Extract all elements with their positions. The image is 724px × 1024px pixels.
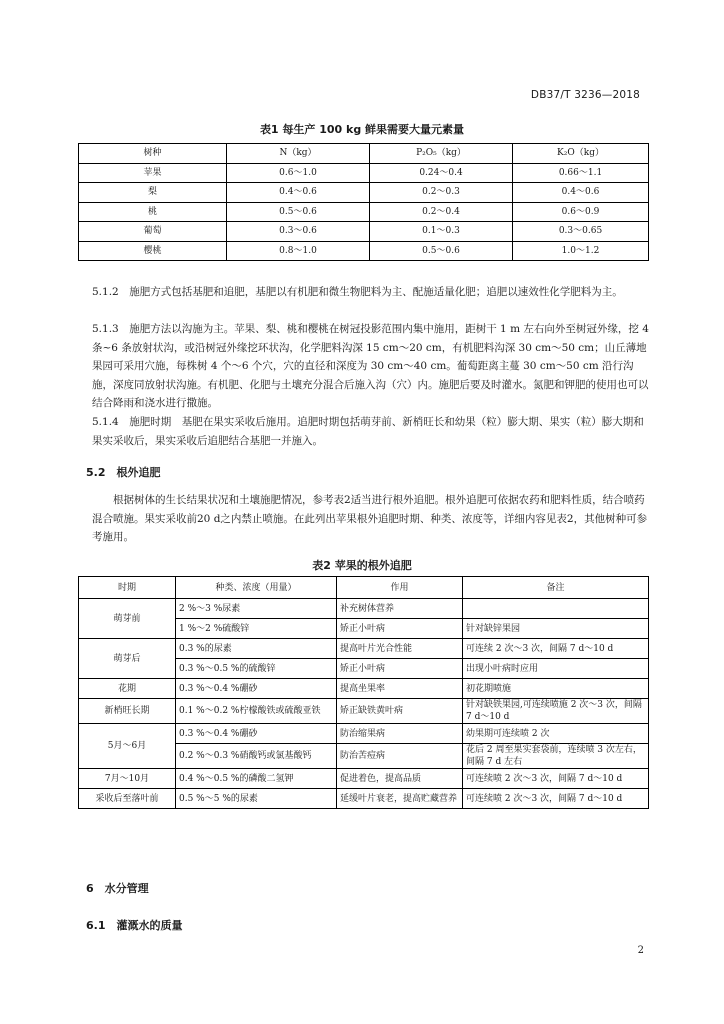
period-cell: 新梢旺长期 [79,699,176,724]
table-cell: 樱桃 [79,241,227,261]
paragraph-5-1-4: 5.1.4 施肥时期 基肥在果实采收后施用。追肥时期包括萌芽前、新梢旺长和幼果（粒）膨大期、果实（粒）膨大期和果实采收后，果实采收后追肥结合基肥一并施入。 [92,416,644,447]
table-cell: 0.2～0.4 [370,202,513,222]
table2-header-cell: 作用 [337,577,463,599]
period-cell: 7月～10月 [79,769,176,789]
table-cell: 桃 [79,202,227,222]
effect-cell: 防治缩果病 [337,724,463,744]
table-cell: 苹果 [79,163,227,183]
period-cell: 花期 [79,679,176,699]
table-row [79,724,649,744]
table-cell: 梨 [79,183,227,203]
table-cell: 0.6～1.0 [227,163,370,183]
section-6-1-heading: 6.1 灌溉水的质量 [86,919,183,932]
table-cell: 0.4～0.6 [227,183,370,203]
effect-cell: 延缓叶片衰老，提高贮藏营养 [337,789,463,809]
table-cell: 0.4～0.6 [513,183,649,203]
period-cell: 采收后至落叶前 [79,789,176,809]
table1-caption: 表1 每生产 100 kg 鲜果需要大量元素量 [259,123,465,136]
type-concentration-cell: 0.3 %～0.5 %的硫酸锌 [176,659,337,679]
table-cell: 0.8～1.0 [227,241,370,261]
effect-cell: 补充树体营养 [337,599,463,619]
remark-cell: 出现小叶病时应用 [463,659,649,679]
table1-header-cell: P₂O₅（kg） [370,144,513,164]
table-cell: 0.2～0.3 [370,183,513,203]
table2-header-cell: 时期 [79,577,176,599]
effect-cell: 矫正小叶病 [337,619,463,639]
table-row [79,202,649,222]
section-5-2-heading: 5.2 根外追肥 [86,466,161,479]
table-cell: 0.24～0.4 [370,163,513,183]
table1-header-cell: K₂O（kg） [513,144,649,164]
table-row [79,679,649,699]
remark-cell: 针对缺铁果园,可连续喷施 2 次～3 次，间隔 7 d～10 d [463,699,649,724]
table-cell: 0.6～0.9 [513,202,649,222]
table-row [79,789,649,809]
table-row [79,241,649,261]
type-concentration-cell: 0.3 %的尿素 [176,639,337,659]
table-row [79,769,649,789]
remark-cell: 可连续喷 2 次～3 次，间隔 7 d～10 d [463,789,649,809]
table-cell: 0.3～0.6 [227,222,370,242]
remark-cell: 幼果期可连续喷 2 次 [463,724,649,744]
page-number: 2 [637,945,644,956]
table-cell: 0.1～0.3 [370,222,513,242]
table1-header-row [79,144,649,164]
table-cell: 0.66～1.1 [513,163,649,183]
paragraph-5-2: 根据树体的生长结果状况和土壤施肥情况，参考表2适当进行根外追肥。根外追肥可依据农药和肥料性质，结合喷药混合喷施。果实采收前20 d之内禁止喷施。在此列出苹果根外追肥时期、种类、浓度等，详细内容见表2，其他树种可参考施用。 [92,494,648,543]
section-6-heading: 6 水分管理 [86,882,149,895]
standard-code: DB37/T 3236—2018 [530,89,640,101]
table-cell: 0.3～0.65 [513,222,649,242]
table2 [78,576,649,809]
type-concentration-cell: 0.2 %～0.3 %硝酸钙或氯基酸钙 [176,744,337,769]
table2-header-row [79,577,649,599]
table1-header-cell: N（kg） [227,144,370,164]
type-concentration-cell: 2 %～3 %尿素 [176,599,337,619]
type-concentration-cell: 0.3 %～0.4 %硼砂 [176,679,337,699]
type-concentration-cell: 0.3 %～0.4 %硼砂 [176,724,337,744]
table2-header-cell: 种类、浓度（用量） [176,577,337,599]
effect-cell: 矫正小叶病 [337,659,463,679]
table-cell: 0.5～0.6 [370,241,513,261]
period-cell: 萌芽后 [79,639,176,679]
table-row [79,639,649,659]
type-concentration-cell: 0.1 %～0.2 %柠檬酸铁或硫酸亚铁 [176,699,337,724]
table-cell: 1.0～1.2 [513,241,649,261]
table1 [78,143,649,261]
effect-cell: 矫正缺铁黄叶病 [337,699,463,724]
remark-cell [463,599,649,619]
table1-header-cell: 树种 [79,144,227,164]
table-row [79,222,649,242]
period-cell: 萌芽前 [79,599,176,639]
table2-header-cell: 备注 [463,577,649,599]
effect-cell: 促进着色，提高品质 [337,769,463,789]
table-cell: 葡萄 [79,222,227,242]
table-row [79,599,649,619]
type-concentration-cell: 0.5 %～5 %的尿素 [176,789,337,809]
effect-cell: 提高坐果率 [337,679,463,699]
remark-cell: 可连续 2 次～3 次，间隔 7 d～10 d [463,639,649,659]
table-cell: 0.5～0.6 [227,202,370,222]
remark-cell: 初花期喷施 [463,679,649,699]
table-row [79,163,649,183]
effect-cell: 提高叶片光合性能 [337,639,463,659]
table2-caption: 表2 苹果的根外追肥 [312,559,412,572]
remark-cell: 花后 2 周至果实套袋前，连续喷 3 次左右，间隔 7 d 左右 [463,744,649,769]
paragraph-5-1-2: 5.1.2 施肥方式包括基肥和追肥，基肥以有机肥和微生物肥料为主、配施适量化肥；追肥以速效性化学肥料为主。 [92,286,623,298]
remark-cell: 可连续喷 2 次～3 次，间隔 7 d～10 d [463,769,649,789]
table-row [79,183,649,203]
effect-cell: 防治苦痘病 [337,744,463,769]
paragraph-5-1-3: 5.1.3 施肥方法以沟施为主。苹果、梨、桃和樱桃在树冠投影范围内集中施用，距树干 1 m 左右向外至树冠外缘，挖 4 条~6 条放射状沟，或沿树冠外缘挖环状沟，化学肥料沟深 15 cm～20 cm，有机肥料沟深 30 cm～50 cm；山丘薄地果园可采用穴施，每株树 4 个～6 个穴，穴的直径和深度为 30 cm～40 cm。葡萄距离主蔓 30 cm～50 cm 沿行沟施，深度同放射状沟施。有机肥、化肥与土壤充分混合后施入沟（穴）内。施肥后要及时灌水。氮肥和钾肥的使用也可以结合降雨和浇水进行撒施。 [92,323,649,409]
remark-cell: 针对缺锌果园 [463,619,649,639]
type-concentration-cell: 1 %～2 %硫酸锌 [176,619,337,639]
period-cell: 5月～6月 [79,724,176,769]
type-concentration-cell: 0.4 %～0.5 %的磷酸二氢钾 [176,769,337,789]
table-row [79,699,649,724]
